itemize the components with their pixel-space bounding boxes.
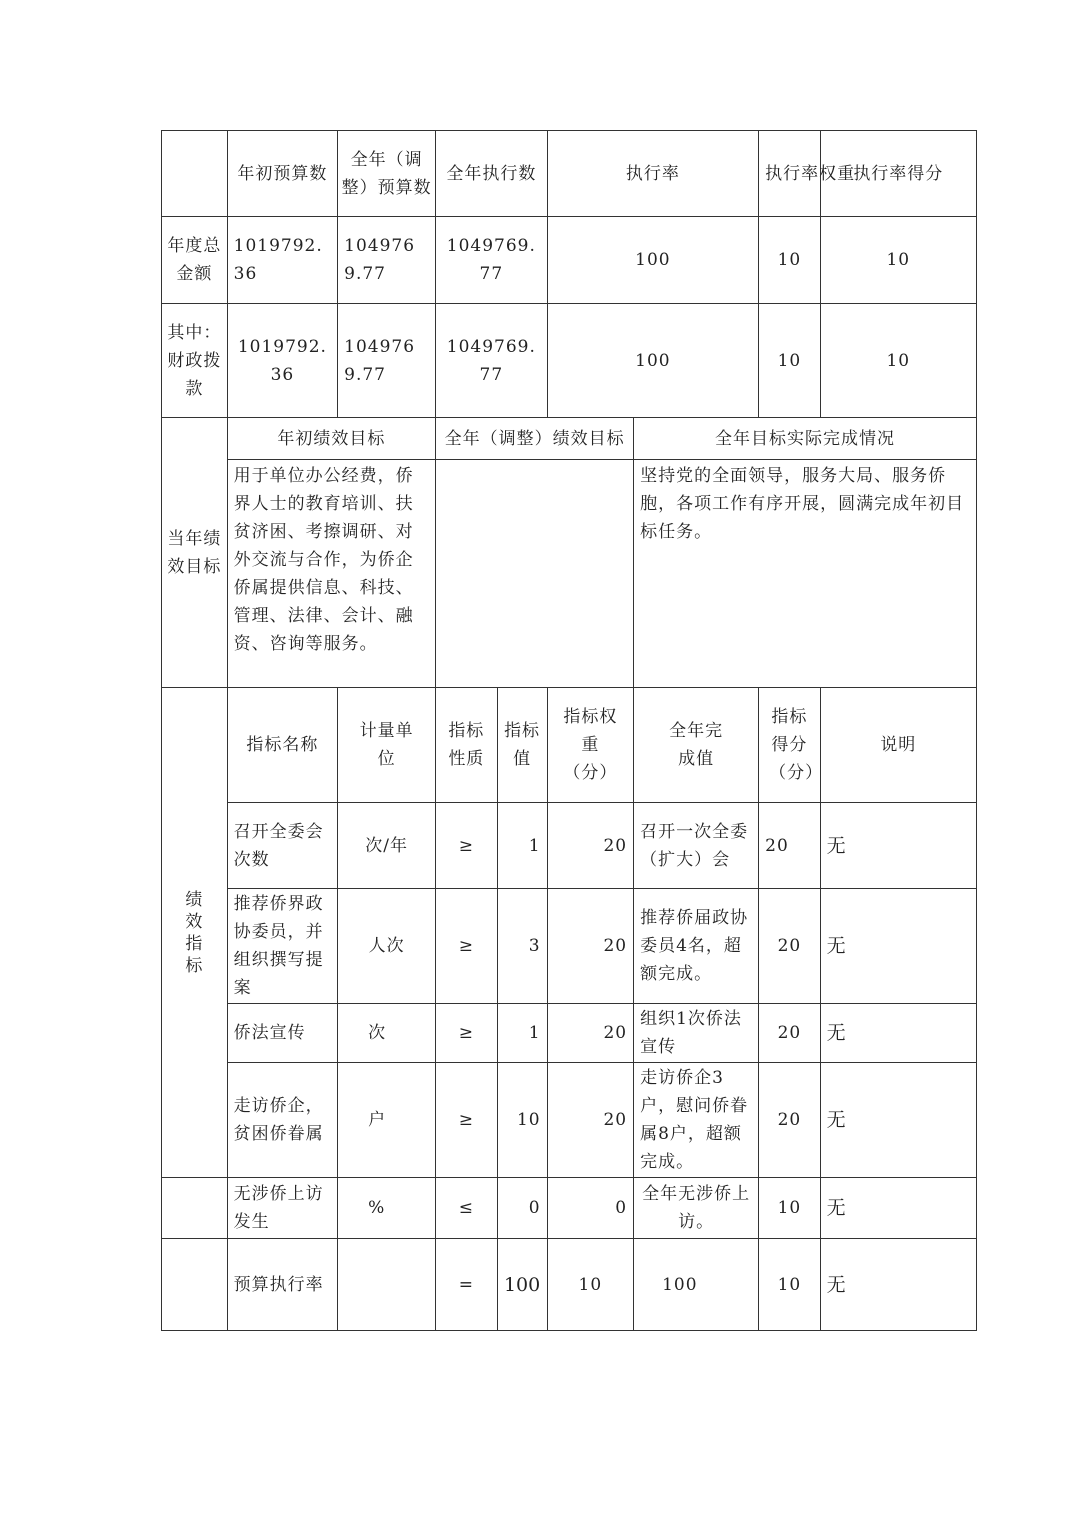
total-adjusted: 1049769.77 <box>338 217 436 304</box>
performance-table <box>161 130 977 1331</box>
indicator-note: 无 <box>820 1239 976 1331</box>
initial-goal-text: 用于单位办公经费，侨界人士的教育培训、扶贫济困、考擦调研、对外交流与合作，为侨企侨属提供信息、科技、管理、法律、会计、融资、咨询等服务。 <box>227 460 435 688</box>
fiscal-executed: 1049769.77 <box>436 304 548 418</box>
fiscal-adjusted: 1049769.77 <box>338 304 436 418</box>
indicator-completed: 组织1次侨法宣传 <box>634 1004 759 1063</box>
header-nature: 指标性质 <box>436 688 497 803</box>
indicator-value: 1 <box>497 1004 547 1063</box>
indicator-value: 10 <box>497 1063 547 1178</box>
indicator-unit: 次 <box>338 1004 436 1063</box>
header-exec-rate: 执行率 <box>547 131 759 217</box>
fiscal-score: 10 <box>820 304 976 418</box>
indicator-row <box>162 889 977 1004</box>
indicator-note: 无 <box>820 1063 976 1178</box>
indicator-nature: ≤ <box>436 1178 497 1239</box>
indicator-score: 10 <box>759 1239 820 1331</box>
indicator-completed: 推荐侨届政协委员4名，超额完成。 <box>634 889 759 1004</box>
header-unit: 计量单位 <box>338 688 436 803</box>
indicator-unit: 人次 <box>338 889 436 1004</box>
row-label-total: 年度总金额 <box>162 217 228 304</box>
total-score: 10 <box>820 217 976 304</box>
empty-label-cell <box>162 1178 228 1239</box>
indicator-unit <box>338 1239 436 1331</box>
indicator-row <box>162 1239 977 1331</box>
indicator-name: 预算执行率 <box>227 1239 337 1331</box>
goals-label: 当年绩效目标 <box>162 418 228 688</box>
indicator-weight: 0 <box>547 1178 634 1239</box>
indicator-completed: 走访侨企3户，慰问侨眷属8户，超额完成。 <box>634 1063 759 1178</box>
header-actual-goal: 全年目标实际完成情况 <box>634 418 977 460</box>
fiscal-initial: 1019792.36 <box>227 304 337 418</box>
header-weight: 指标权重（分） <box>547 688 634 803</box>
total-initial: 1019792.36 <box>227 217 337 304</box>
indicator-weight: 20 <box>547 889 634 1004</box>
indicator-score: 20 <box>759 1063 820 1178</box>
fiscal-weight: 10 <box>759 304 820 418</box>
indicator-note: 无 <box>820 1004 976 1063</box>
fiscal-rate: 100 <box>547 304 759 418</box>
indicator-note: 无 <box>820 1178 976 1239</box>
indicator-unit: 次/年 <box>338 803 436 889</box>
indicator-header-row <box>162 688 977 803</box>
corner-cell <box>162 131 228 217</box>
indicators-label <box>162 688 228 1178</box>
indicator-row <box>162 1004 977 1063</box>
indicator-weight: 20 <box>547 803 634 889</box>
indicator-weight: 20 <box>547 1004 634 1063</box>
indicator-note: 无 <box>820 803 976 889</box>
indicator-row <box>162 1063 977 1178</box>
indicator-score: 20 <box>759 1004 820 1063</box>
header-initial-budget: 年初预算数 <box>227 131 337 217</box>
indicator-completed: 100 <box>634 1239 759 1331</box>
header-rate-weight: 执行率权重 <box>759 131 820 217</box>
indicator-value: 3 <box>497 889 547 1004</box>
indicator-name: 侨法宣传 <box>227 1004 337 1063</box>
indicator-score: 10 <box>759 1178 820 1239</box>
indicator-value: 0 <box>497 1178 547 1239</box>
actual-goal-text: 坚持党的全面领导，服务大局、服务侨胞，各项工作有序开展，圆满完成年初目标任务。 <box>634 460 977 688</box>
header-value: 指标值 <box>497 688 547 803</box>
indicator-nature: = <box>436 1239 497 1331</box>
header-executed: 全年执行数 <box>436 131 548 217</box>
header-note: 说明 <box>820 688 976 803</box>
indicator-row <box>162 1178 977 1239</box>
indicator-nature: ≥ <box>436 1004 497 1063</box>
budget-header-row <box>162 131 977 217</box>
empty-label-cell <box>162 1239 228 1331</box>
indicator-name: 无涉侨上访发生 <box>227 1178 337 1239</box>
header-rate-score: 执行率得分 <box>820 131 976 217</box>
header-score: 指标得分（分） <box>759 688 820 803</box>
indicator-row <box>162 803 977 889</box>
row-label-fiscal: 其中：财政拨款 <box>162 304 228 418</box>
indicators-label-text: 绩效指标 <box>185 889 204 976</box>
goals-header-row <box>162 418 977 460</box>
indicator-weight: 20 <box>547 1063 634 1178</box>
header-indicator-name: 指标名称 <box>227 688 337 803</box>
header-adjusted-budget: 全年（调整）预算数 <box>338 131 436 217</box>
budget-row <box>162 304 977 418</box>
indicator-nature: ≥ <box>436 803 497 889</box>
indicator-value: 100 <box>497 1239 547 1331</box>
indicator-name: 推荐侨界政协委员，并组织撰写提案 <box>227 889 337 1004</box>
header-initial-goal: 年初绩效目标 <box>227 418 435 460</box>
total-rate: 100 <box>547 217 759 304</box>
indicator-nature: ≥ <box>436 1063 497 1178</box>
header-adjusted-goal: 全年（调整）绩效目标 <box>436 418 634 460</box>
goals-content-row <box>162 460 977 688</box>
indicator-completed: 全年无涉侨上访。 <box>634 1178 759 1239</box>
indicator-note: 无 <box>820 889 976 1004</box>
indicator-name: 走访侨企，贫困侨眷属 <box>227 1063 337 1178</box>
indicator-weight: 10 <box>547 1239 634 1331</box>
indicator-unit: % <box>338 1178 436 1239</box>
adjusted-goal-text <box>436 460 634 688</box>
total-executed: 1049769.77 <box>436 217 548 304</box>
indicator-nature: ≥ <box>436 889 497 1004</box>
indicator-unit: 户 <box>338 1063 436 1178</box>
header-completed: 全年完成值 <box>634 688 759 803</box>
total-weight: 10 <box>759 217 820 304</box>
budget-row <box>162 217 977 304</box>
indicator-name: 召开全委会次数 <box>227 803 337 889</box>
indicator-value: 1 <box>497 803 547 889</box>
indicator-score: 20 <box>759 803 820 889</box>
indicator-score: 20 <box>759 889 820 1004</box>
indicator-completed: 召开一次全委（扩大）会 <box>634 803 759 889</box>
